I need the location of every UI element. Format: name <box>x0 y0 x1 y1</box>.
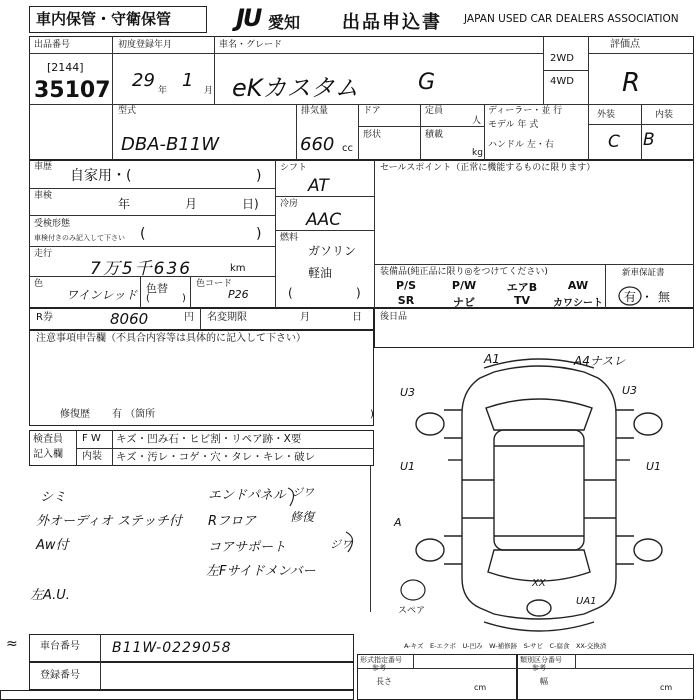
diagram-a1-top: A1 <box>484 352 500 366</box>
mileage-label: 走行 <box>34 249 53 259</box>
door-label: ドア <box>363 106 381 116</box>
load-unit: kg <box>472 148 483 158</box>
ac-label: 冷房 <box>280 199 299 209</box>
inspector-in-items: キズ・汚レ・コゲ・穴・タレ・キレ・破レ <box>116 451 316 463</box>
prev-reg-sub: 車検付きのみ記入して下さい <box>34 234 125 242</box>
color-code-open: ( <box>146 293 150 304</box>
score-ext-label: 外装 <box>597 110 616 120</box>
repair-value: 有 （箇所 <box>112 409 156 420</box>
remark-7: Rフロア <box>208 514 257 529</box>
spare-tire-icon <box>398 578 428 602</box>
color-label: 色 <box>34 279 44 289</box>
history-label: 車歴 <box>34 162 53 172</box>
model-value: DBA-B11W <box>121 134 220 155</box>
color-code-close: ) <box>182 293 186 304</box>
car-name-label: 車名・グレード <box>219 40 283 50</box>
color-change-label: 色替 <box>146 282 168 295</box>
diagram-spare: スペア <box>398 606 426 616</box>
fuel-gas: ガソリン <box>308 244 357 258</box>
diagram-a-left: A <box>394 516 402 529</box>
spec-left-unit: cm <box>474 683 487 692</box>
inspection-label: 車検 <box>34 191 53 201</box>
car-grade: G <box>418 70 436 95</box>
remark-5: エンドパネル <box>208 488 286 503</box>
prev-reg-open: ( <box>140 226 146 242</box>
equipment-sr: SR <box>397 294 415 307</box>
first-reg-year-unit: 年 <box>158 86 168 96</box>
recycle-row <box>29 308 374 330</box>
dealer-line2: モデル 年 式 <box>488 120 539 130</box>
name-change-label: 名変期限 <box>207 312 247 323</box>
shift-label: シフト <box>280 163 308 173</box>
name-change-day: 日 <box>352 312 362 323</box>
diagram-u3-left: U3 <box>400 386 416 399</box>
diagram-u3-right: U3 <box>622 384 638 397</box>
spec-right-l2: 参考 <box>532 664 546 672</box>
history-close: ) <box>256 168 262 184</box>
warranty-circle <box>617 285 643 307</box>
fuel-label: 燃料 <box>280 233 299 243</box>
displacement-label: 排気量 <box>301 106 329 116</box>
spec-left-l3: 長さ <box>376 677 392 686</box>
equipment-pw: P/W <box>451 279 477 292</box>
diagram-legend: A-キズ E-エクボ U-凹み W-補修跡 S-サビ C-腐食 XX-交換済 <box>404 642 607 650</box>
color-value: ワインレッド <box>66 288 138 302</box>
inspection-day: 日) <box>242 197 259 211</box>
load-label: 積載 <box>425 130 444 140</box>
first-reg-year: 29 <box>132 70 155 91</box>
capacity-unit: 人 <box>472 116 482 126</box>
spec-left-l2: 参考 <box>372 664 386 672</box>
score-label: 評価点 <box>610 39 640 50</box>
inspection-month: 月 <box>185 197 198 211</box>
diagram-u1-left: U1 <box>400 460 416 473</box>
warranty-yes: 有 <box>624 290 637 304</box>
first-reg-month: 1 <box>182 70 194 91</box>
first-reg-label: 初度登録年月 <box>118 40 173 50</box>
equipment-navi: ナビ <box>453 296 475 309</box>
notes-label: 注意事項申告欄（不具合内容等は具体的に記入して下さい） <box>36 333 306 344</box>
remark-2: 外オーディオ ステッチ付 <box>36 514 182 529</box>
remark-6: ジワ <box>292 486 314 499</box>
equipment-label: 装備品(純正品に限り◎をつけてください) <box>380 267 548 277</box>
remark-4: 左A.U. <box>30 588 70 603</box>
inspector-in: 内装 <box>82 451 102 462</box>
shift-value: AT <box>308 176 329 196</box>
repair-label: 修復歴 <box>60 409 90 420</box>
prev-reg-close: ) <box>256 226 262 242</box>
displacement-value: 660 <box>300 134 335 155</box>
score-int-label: 内装 <box>655 110 674 120</box>
spec-right-unit: cm <box>660 683 673 692</box>
score-int: B <box>643 130 655 150</box>
model-label: 型式 <box>118 106 137 116</box>
first-reg-month-unit: 月 <box>204 86 214 96</box>
recycle-label: R券 <box>36 312 53 323</box>
storage-label: 車内保管・守衛保管 <box>36 10 172 28</box>
diagram-xx: XX <box>532 578 546 589</box>
color-code-label: 色コード <box>196 279 233 289</box>
bottom-box <box>0 690 354 700</box>
inspector-label1: 検査員 <box>33 434 63 445</box>
score-value: R <box>622 68 641 98</box>
warranty-dot: ・ <box>641 290 654 304</box>
warranty-label: 新車保証書 <box>622 268 665 278</box>
equipment-airbag: エアB <box>506 281 538 294</box>
lot-label: 出品番号 <box>34 40 71 50</box>
ju-logo: JU <box>236 4 261 32</box>
car-name-value: eKカスタム <box>232 74 359 102</box>
rear-label: 後日品 <box>380 312 408 322</box>
remark-3: Aw付 <box>36 538 69 553</box>
drive-2wd: 2WD <box>550 53 574 64</box>
recycle-unit: 円 <box>184 312 194 323</box>
chassis-value: B11W-0229058 <box>112 640 232 656</box>
inspector-fw: F W <box>82 433 101 444</box>
spec-left-l1: 形式指定番号 <box>360 656 402 664</box>
equipment-ps: P/S <box>395 279 416 292</box>
recycle-value: 8060 <box>110 310 149 328</box>
inspection-year: 年 <box>118 197 131 211</box>
name-change-month: 月 <box>300 312 310 323</box>
logo-name: 愛知 <box>268 13 301 32</box>
equipment-tv: TV <box>513 294 531 307</box>
capacity-label: 定員 <box>425 106 444 116</box>
lot-number: 35107 <box>34 78 111 103</box>
equipment-aw: AW <box>567 279 589 292</box>
selling-points-label: セールスポイント（正常に機能するものに限ります） <box>380 163 596 173</box>
remark-11: 左Fサイドメンバー <box>206 564 316 579</box>
ac-value: AAC <box>306 210 342 230</box>
score-ext: C <box>608 132 620 152</box>
association-name: JAPAN USED CAR DEALERS ASSOCIATION <box>464 13 679 25</box>
chassis-label: 車台番号 <box>40 641 80 652</box>
remark-bracket <box>284 482 374 562</box>
fuel-open: ( <box>288 286 293 300</box>
diagram-ua1: UA1 <box>576 596 597 607</box>
plate-label: 登録番号 <box>40 670 80 681</box>
color-code: P26 <box>228 288 249 301</box>
corner-mark: ≈ <box>6 636 18 652</box>
diagram-a4-top: A4ナスレ <box>574 354 626 368</box>
drive-4wd: 4WD <box>550 76 574 87</box>
remark-8: 修復 <box>290 510 315 524</box>
car-body-diagram <box>384 350 694 640</box>
spec-right-l3: 幅 <box>540 677 548 686</box>
dealer-line3: ハンドル 左・右 <box>488 140 554 150</box>
doc-title: 出品申込書 <box>342 12 442 33</box>
lot-small-number: [2144] <box>47 61 84 74</box>
warranty-no: 無 <box>658 290 671 304</box>
shape-label: 形状 <box>363 130 382 140</box>
dealer-line1: ディーラー・並 行 <box>488 106 563 116</box>
remark-1: シミ <box>40 490 67 505</box>
remark-9: コアサポート <box>208 540 287 555</box>
mileage-value: 7万5千636 <box>90 259 193 279</box>
inspector-fw-items: キズ・凹み石・ヒビ割・リペア跡・X要 <box>116 433 302 445</box>
equipment-seat: カワシート <box>553 298 603 309</box>
spec-right-l1: 類別区分番号 <box>520 656 562 664</box>
diagram-u1-right: U1 <box>646 460 662 473</box>
inspector-label2: 記入欄 <box>33 449 63 460</box>
remark-10: ジワ <box>330 538 352 551</box>
history-value: 自家用・( <box>70 168 132 184</box>
fuel-close: ) <box>356 286 361 300</box>
prev-reg-label: 受検形態 <box>34 219 71 229</box>
fuel-diesel: 軽油 <box>308 266 333 280</box>
rear-box <box>374 308 694 348</box>
displacement-unit: cc <box>342 143 353 154</box>
mileage-unit: km <box>230 263 246 274</box>
